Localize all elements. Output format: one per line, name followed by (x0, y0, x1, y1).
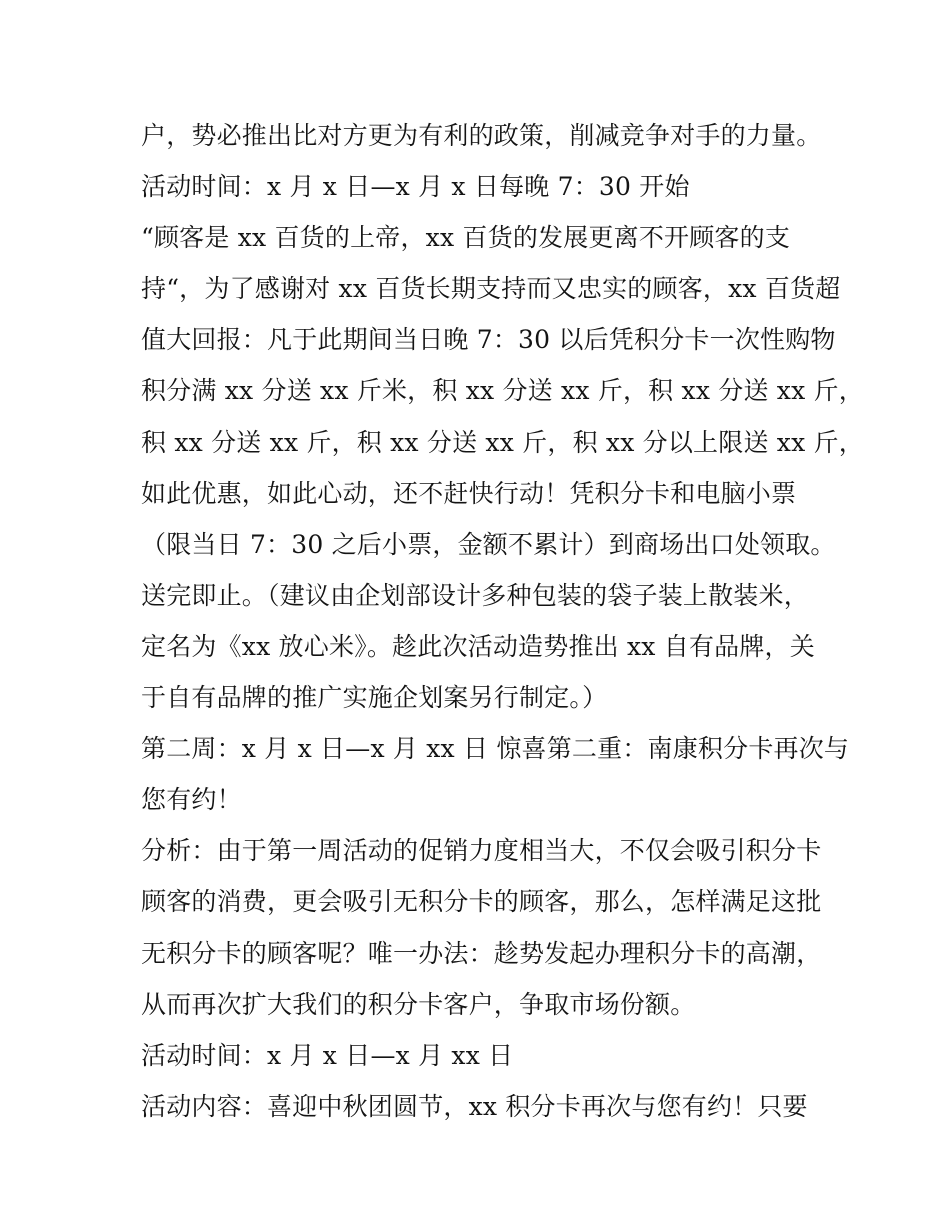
text-line: （限当日 7：30 之后小票，金额不累计）到商场出口处领取。 (141, 529, 836, 559)
text-line: 值大回报：凡于此期间当日晚 7：30 以后凭积分卡一次性购物 (141, 325, 836, 355)
text-line: 户，势必推出比对方更为有利的政策，削减竞争对手的力量。 (141, 121, 822, 150)
text-line: 活动时间：x 月 x 日—x 月 xx 日 (141, 1040, 514, 1070)
text-line: 定名为《xx 放心米》。趁此次活动造势推出 xx 自有品牌，关 (141, 631, 815, 661)
text-line: 积分满 xx 分送 xx 斤米，积 xx 分送 xx 斤，积 xx 分送 xx 斤， (141, 376, 864, 406)
text-line: 送完即止。（建议由企划部设计多种包装的袋子装上散装米， (141, 580, 809, 610)
text-line: 活动内容：喜迎中秋团圆节，xx 积分卡再次与您有约！只要 (141, 1091, 808, 1121)
text-line: 活动时间：x 月 x 日—x 月 x 日每晚 7：30 开始 (141, 172, 690, 202)
text-line: 如此优惠，如此心动，还不赶快行动！凭积分卡和电脑小票 (141, 478, 797, 508)
text-line: 持“，为了感谢对 xx 百货长期支持而又忠实的顾客，xx 百货超 (141, 274, 841, 304)
text-line: 于自有品牌的推广实施企划案另行制定。） (141, 683, 608, 713)
text-line: 第二周：x 月 x 日—x 月 xx 日 惊喜第二重：南康积分卡再次与 (141, 734, 850, 764)
text-line: 分析：由于第一周活动的促销力度相当大，不仅会吸引积分卡 (141, 836, 822, 866)
text-line: 积 xx 分送 xx 斤，积 xx 分送 xx 斤，积 xx 分以上限送 xx 斤， (141, 427, 864, 457)
text-line: 从而再次扩大我们的积分卡客户，争取市场份额。 (141, 989, 696, 1019)
text-line: “顾客是 xx 百货的上帝，xx 百货的发展更离不开顾客的支 (141, 223, 791, 253)
document-body (141, 110, 864, 1132)
text-line: 您有约！ (141, 785, 242, 815)
text-line: 无积分卡的顾客呢？唯一办法：趁势发起办理积分卡的高潮， (141, 938, 822, 968)
text-line: 顾客的消费，更会吸引无积分卡的顾客，那么，怎样满足这批 (141, 887, 822, 917)
